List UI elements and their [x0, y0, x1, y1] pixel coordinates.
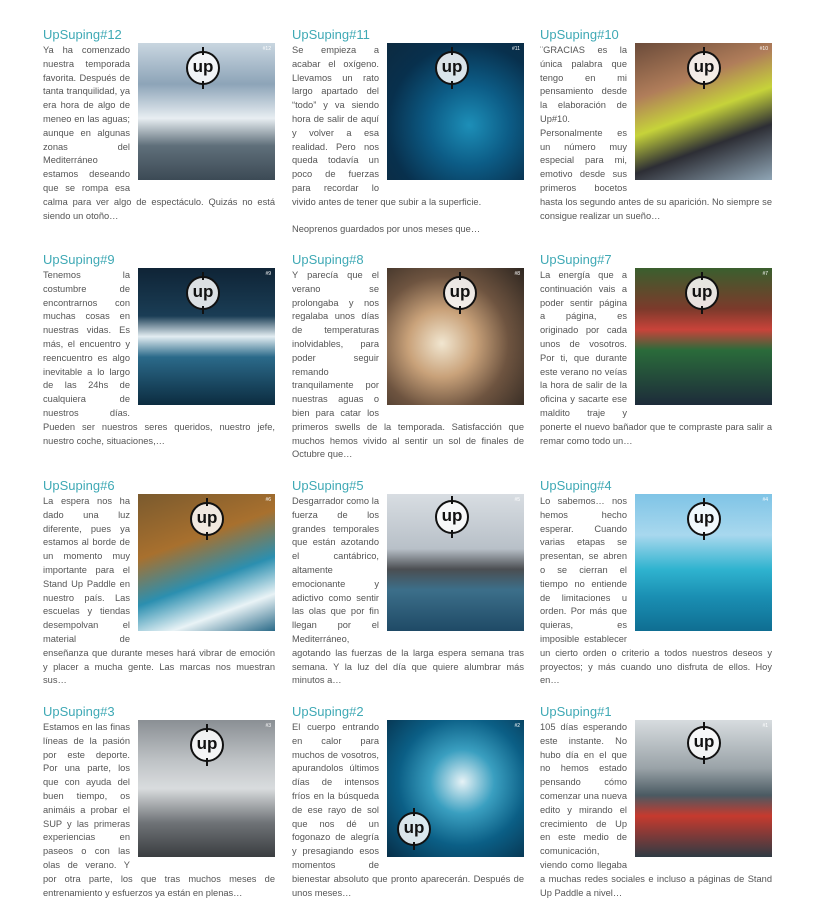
issue-item	[540, 252, 772, 448]
issue-title[interactable]: UpSuping#8	[292, 252, 364, 267]
excerpt-paragraph: Y parecía que el verano se prolongaba y nos regalaba unos días de temperaturas inolvidables, para poder seguir remando tranquilamente por nuestras aguas o bien para catar los primeros swells de la temporada. Satisfacción que muchos hemos vivido al sentir un sol de finales de Octubre que…	[292, 270, 524, 460]
issue-cover-image[interactable]	[387, 720, 524, 857]
excerpt-paragraph: Desgarrador como la fuerza de los grandes temporales que están azotando el cantábrico, altamente emocionante y adictivo como sentir las olas que por fin llegan por el Mediterráneo, agotando las fuerzas de la larga espera semana tras semana. Y la luz del día que quiere alumbrar más minutos a…	[292, 496, 524, 686]
excerpt-paragraph: Estamos en las finas líneas de la pasión por este deporte. Por una parte, los que con ayuda del buen tiempo, os animáis a probar el SUP y las primeras experiencias en paseos o con las olas de verano. Y por otra parte, los que tras muchos meses de entrenamiento y esfuerzos ya están en plenas…	[43, 722, 275, 898]
up-logo-icon: up	[397, 812, 431, 846]
issue-title[interactable]: UpSuping#5	[292, 478, 364, 493]
issue-cover-image[interactable]	[635, 720, 772, 857]
issue-cover-image[interactable]	[635, 494, 772, 631]
up-logo-icon: up	[186, 276, 220, 310]
cover-issue-number: #4	[762, 497, 768, 503]
issue-title[interactable]: UpSuping#9	[43, 252, 115, 267]
cover-issue-number: #12	[262, 46, 271, 52]
excerpt-paragraph: La espera nos ha dado una luz diferente, pues ya estamos al borde de un momento muy importante para el Stand Up Paddle en nuestro país. Las escuelas y tiendas desempolvan el material de enseñanza que durante meses hará vibrar de emoción y placer a mucha gente. Las marcas nos muestran sus…	[43, 496, 275, 686]
issue-item	[43, 478, 275, 688]
issue-cover-image[interactable]	[387, 268, 524, 405]
cover-issue-number: #6	[265, 497, 271, 503]
up-logo-icon: up	[186, 51, 220, 85]
cover-issue-number: #1	[762, 723, 768, 729]
excerpt-paragraph: ¨GRACIAS es la única palabra que tengo en mi pensamiento desde la elaboración de Up#10. Personalmente es un número muy especial para mi, emotivo desde sus primeros bocetos hasta los segundo antes de su aparición. No siempre se consigue realizar un sueño…	[540, 45, 772, 221]
issue-cover-image[interactable]	[387, 494, 524, 631]
up-logo-icon: up	[190, 502, 224, 536]
cover-issue-number: #5	[514, 497, 520, 503]
issue-item	[43, 252, 275, 448]
up-logo-icon: up	[687, 726, 721, 760]
issue-title[interactable]: UpSuping#7	[540, 252, 612, 267]
cover-issue-number: #2	[514, 723, 520, 729]
excerpt-paragraph: Se empieza a acabar el oxígeno. Llevamos un rato largo apartado del “todo” y va siendo hora de salir de aquí y volver a esa realidad. Pero nos queda todavía un poco de fuerzas para recordar lo vivido antes de tener que subir a la superficie.	[292, 45, 482, 207]
issue-item	[540, 27, 772, 223]
issue-title[interactable]: UpSuping#11	[292, 27, 370, 42]
cover-issue-number: #3	[265, 723, 271, 729]
cover-issue-number: #8	[514, 271, 520, 277]
issue-title[interactable]: UpSuping#1	[540, 704, 612, 719]
issue-cover-image[interactable]	[635, 268, 772, 405]
up-logo-icon: up	[687, 502, 721, 536]
issue-item	[43, 704, 275, 900]
up-logo-icon: up	[435, 51, 469, 85]
up-logo-icon: up	[687, 51, 721, 85]
excerpt-paragraph: Neoprenos guardados por unos meses que…	[292, 223, 481, 234]
issue-item	[43, 27, 275, 223]
issue-cover-image[interactable]	[635, 43, 772, 180]
up-logo-icon: up	[435, 500, 469, 534]
issue-cover-image[interactable]	[387, 43, 524, 180]
cover-issue-number: #7	[762, 271, 768, 277]
issue-cover-image[interactable]	[138, 268, 275, 405]
issue-title[interactable]: UpSuping#4	[540, 478, 612, 493]
issue-cover-image[interactable]	[138, 720, 275, 857]
excerpt-paragraph: La energía que a continuación vais a poder sentir página a página, es originado por cada unos de vosotros. Por ti, que durante este verano no veías la hora de salir de la oficina y sacarte ese maldito traje y ponerte el nuevo bañador que te compraste para salir a remar como todo un…	[540, 270, 772, 446]
issue-item	[292, 252, 524, 462]
issue-title[interactable]: UpSuping#6	[43, 478, 115, 493]
issue-item	[540, 704, 772, 900]
up-logo-icon: up	[443, 276, 477, 310]
cover-issue-number: #10	[759, 46, 768, 52]
excerpt-paragraph: Tenemos la costumbre de encontrarnos con muchas cosas en nuestras vidas. Es más, el encuentro y reencuentro es algo inevitable a lo largo de las 24hs de cualquiera de nuestros días. Pueden ser nuestros seres queridos, nuestro jefe, nuestro coche, situaciones,…	[43, 270, 275, 446]
excerpt-paragraph: Lo sabemos… nos hemos hecho esperar. Cuando varias etapas se presentan, se abren o se cierran el tiempo no entiende de limitaciones u orden. Por más que quieras, es imposible establecer un cierto orden o criterio a todos nuestros deseos y proyectos; y más cuando uno disfruta de ellos. Hoy en…	[540, 496, 772, 686]
excerpt-paragraph: Ya ha comenzado nuestra temporada favorita. Después de tanta tranquilidad, ya era hora de algo de meneo en las aguas; aunque en algunas zonas del Mediterráneo estamos deseando que se rompa esa calma para ver algo de espectáculo. Quizás no está siendo un otoño…	[43, 45, 275, 221]
up-logo-icon: up	[685, 276, 719, 310]
cover-issue-number: #11	[512, 46, 520, 52]
issue-item	[292, 704, 524, 900]
issue-item	[292, 27, 524, 236]
cover-issue-number: #9	[265, 271, 271, 277]
issue-cover-image[interactable]	[138, 494, 275, 631]
issue-item	[292, 478, 524, 688]
excerpt-paragraph: El cuerpo entrando en calor para muchos de vosotros, apurandolos últimos días de intensos fríos en la búsqueda de ese rayo de sol que nos dé un fogonazo de alegría y presagiando esos momentos de bienestar absoluto que pronto aparecerán. Después de unos meses…	[292, 722, 524, 898]
issue-title[interactable]: UpSuping#10	[540, 27, 619, 42]
issue-title[interactable]: UpSuping#3	[43, 704, 115, 719]
up-logo-icon: up	[190, 728, 224, 762]
issue-title[interactable]: UpSuping#12	[43, 27, 122, 42]
issue-title[interactable]: UpSuping#2	[292, 704, 364, 719]
issue-item	[540, 478, 772, 688]
issue-cover-image[interactable]	[138, 43, 275, 180]
excerpt-paragraph: 105 días esperando este instante. No hubo día en el que no hemos estado pensando cómo comenzar una nueva edito y mirando el crecimiento de Up en este medio de comunicación, viendo como llegaba a muchas redes sociales e incluso a páginas de Stand Up Paddle a nivel…	[540, 722, 772, 898]
